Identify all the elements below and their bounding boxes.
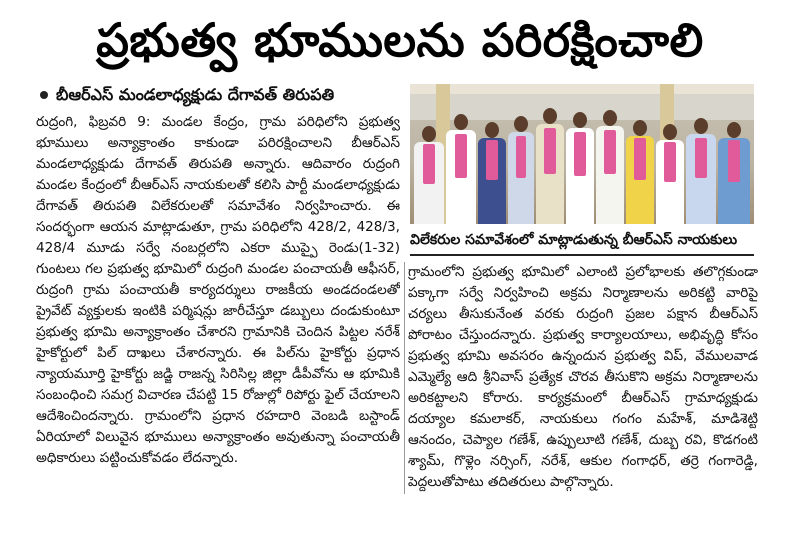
photo-person	[478, 120, 506, 224]
photo-person	[626, 118, 654, 224]
photo-caption: విలేకరుల సమావేశంలో మాట్లాడుతున్న బీఆర్ఎస్ నాయకులు	[410, 232, 738, 248]
article-body-right: గ్రామంలోని ప్రభుత్వ భూమిలో ఎలాంటి ప్రలోభాలకు తలొగ్గకుండా పక్కాగా సర్వే నిర్వహించి అక్రమ నిర్మాణాలను అరికట్టి వారిపై చర్యలు తీసుకునేంత వరకు రుద్రంగి ప్రజల పక్షాన బీఆర్ఎస్ పోరాటం చేస్తుందన్నారు. ప్రభుత్వ కార్యాలయాలు, అభివృద్ధి కోసం ప్రభుత్వ భూమి అవసరం ఉన్నందున ప్రభుత్వ విప్, వేములవాడ ఎమ్మెల్యే ఆది శ్రీనివాస్ ప్రత్యేక చొరవ తీసుకొని అక్రమ నిర్మాణాలను అరికట్టాలని కోరారు. కార్యక్రమంలో బీఆర్ఎస్ గ్రామాధ్యక్షుడు దయ్యాల కమలాకర్, నాయకులు గంగం మహేశ్, మాడిశెట్టి ఆనందం, చెప్యాల గణేశ్, ఉప్పులూటి గణేశ్, దుబ్బ రవి, కొడగంటి శ్యామ్, గొళ్లెం నర్సింగ్, నరేశ్, ఆకుల గంగాధర్, తర్రె గంగారెడ్డి, పెద్దలుతోపాటు తదితరులు పాల్గొన్నారు.	[408, 264, 758, 490]
photo-person	[508, 114, 534, 224]
photo-person	[414, 124, 444, 224]
photo-canopy	[410, 84, 754, 94]
news-photo	[410, 84, 754, 224]
article-body-left: రుద్రంగి, ఫిబ్రవరి 9: మండల కేంద్రం, గ్రామ పరిధిలోని ప్రభుత్వ భూములు అన్యాక్రాంతం కాకుండా పరిరక్షించాలని బీఆర్ఎస్ మండలాధ్యక్షుడు దేగావత్ తిరుపతి అన్నారు. ఆదివారం రుద్రంగి మండల కేంద్రంలో బీఆర్ఎస్ నాయకులతో కలిసి పార్టీ మండలాధ్యక్షుడు దేగావత్ తిరుపతి విలేకరులతో సమావేశం నిర్వహించారు. ఈ సందర్భంగా ఆయన మాట్లాడుతూ, గ్రామ పరిధిలోని 428/2, 428/3, 428/4 మూడు సర్వే నంబర్లలోని ఎకరా ముప్పై రెండు(1-32) గుంటలు గల ప్రభుత్వ భూమిలో రుద్రంగి మండల పంచాయతీ ఆఫీసర్, రుద్రంగి గ్రామ పంచాయతీ కార్యదర్శులు రాజకీయ అండదండలతో ప్రైవేట్ వ్యక్తులకు ఇంటికి పర్మిషన్లు జారీచేస్తూ డబ్బులు దండుకుంటూ ప్రభుత్వ భూమి అన్యాక్రాంతం చేశారని గ్రామానికి చెందిన పిట్టల నరేశ్ హైకోర్టులో పిల్ దాఖలు చేశారన్నారు. ఈ పిల్‌ను హైకోర్టు ప్రధాన న్యాయమూర్తి హైకోర్టు జడ్జి రాజన్న సిరిసిల్ల జిల్లా డీపీవోను ఆ భూమికి సంబంధించి సమగ్ర విచారణ చేపట్టి 15 రోజుల్లో రిపోర్టు ఫైల్ చేయాలని ఆదేశించిందన్నారు. గ్రామంలోని ప్రధాన రహదారి వెంబడి బస్టాండ్ ఏరియాలో విలువైన భూములు అన్యాక్రాంతం అవుతున్నా పంచాయతీ అధికారులు పట్టించుకోవడం లేదన్నారు.	[36, 114, 400, 466]
column-divider	[404, 262, 405, 494]
bullet-icon	[40, 91, 48, 99]
photo-person	[656, 122, 684, 224]
headline: ప్రభుత్వ భూములను పరిరక్షించాలి	[96, 13, 704, 67]
subheadline	[40, 82, 400, 108]
photo-person	[596, 108, 624, 224]
subheadline-text: బీఆర్ఎస్ మండలాధ్యక్షుడు దేగావత్ తిరుపతి	[56, 85, 335, 104]
photo-person	[718, 120, 750, 224]
photo-person	[446, 112, 476, 224]
photo-person	[536, 106, 564, 224]
caption-divider	[410, 254, 754, 256]
photo-person	[686, 116, 716, 224]
photo-person	[566, 110, 594, 224]
